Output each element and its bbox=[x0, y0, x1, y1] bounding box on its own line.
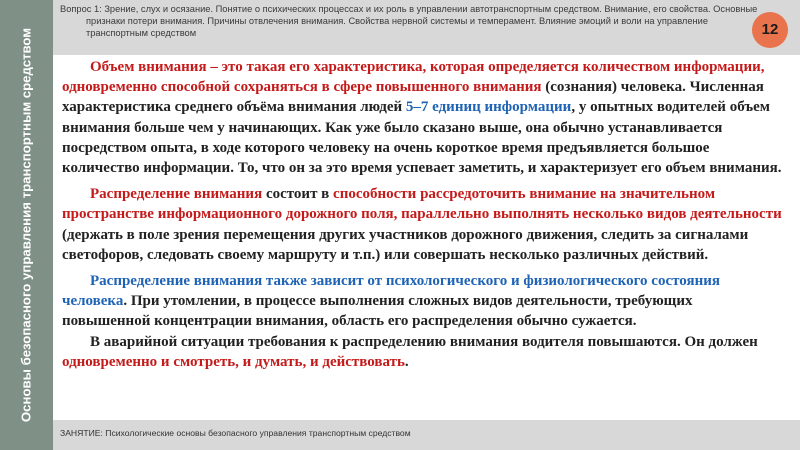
text-highlight-blue: 5–7 единиц информации bbox=[405, 99, 572, 116]
question-title: Вопрос 1: Зрение, слух и осязание. Понятие о психических процессах и их роль в управлении автотранспортным средством. Внимание, его свойства. Основные признаки потери внимания. Причины отвлечения внимания. Свойства нервной системы и темперамент. Влияние эмоций и воли на управление транспортным средством bbox=[60, 4, 758, 38]
paragraph-emergency bbox=[62, 332, 784, 372]
text-bold: . При утомлении, в процессе выполнения сложных видов деятельности, требующих повышенной концентрации внимания, область его распределения обычно сужается. bbox=[62, 293, 693, 330]
text-highlight-red: способности рассредоточить внимание на значительном пространстве информационного дорожного поля, параллельно выполнять несколько видов деятельности bbox=[62, 186, 782, 223]
main-content bbox=[62, 57, 784, 372]
slide-number-badge: 12 bbox=[752, 12, 788, 48]
text-bold: состоит в bbox=[262, 186, 334, 203]
text-highlight-red: Распределение внимания bbox=[90, 186, 263, 203]
paragraph-distribution-state bbox=[62, 271, 784, 332]
sidebar bbox=[0, 0, 53, 450]
text-bold: В аварийной ситуации требования к распределению внимания водителя повышаются. Он должен bbox=[90, 333, 758, 350]
text-bold: , у опытных водителей объем внимания больше чем у начинающих. Как уже было сказано выше, она обычно устанавливается посредством опыта, в ходе которого человеку на очень короткое время предъявляется большое количество информации. То, что он за это время успевает заметить, и характеризует его объем внимания. bbox=[62, 99, 782, 177]
sidebar-title: Основы безопасного управления транспортным средством bbox=[18, 27, 34, 423]
text-highlight-red: одновременно и смотреть, и думать, и действовать bbox=[62, 353, 405, 370]
text-highlight-blue: Распределение внимания также зависит от психологического и физиологического состояния человека bbox=[62, 273, 721, 310]
text-bold: . bbox=[404, 353, 409, 370]
paragraph-attention-distribution bbox=[62, 184, 784, 265]
text-bold: (держать в поле зрения перемещения других участников дорожного движения, следить за сигналами светофоров, следовать своему маршруту и т.п.) или совершать несколько различных действий. bbox=[62, 226, 749, 263]
paragraph-attention-volume bbox=[62, 57, 784, 178]
text-highlight-red: Объем внимания – это такая его характеристика, которая определяется количеством информации, одновременно способной сохраняться в сфере повышенного внимания bbox=[62, 59, 765, 96]
footer-text: ЗАНЯТИЕ: Психологические основы безопасного управления транспортным средством bbox=[60, 428, 411, 438]
text-bold: (сознания) человека. Численная характеристика среднего объёма внимания людей bbox=[62, 79, 764, 116]
